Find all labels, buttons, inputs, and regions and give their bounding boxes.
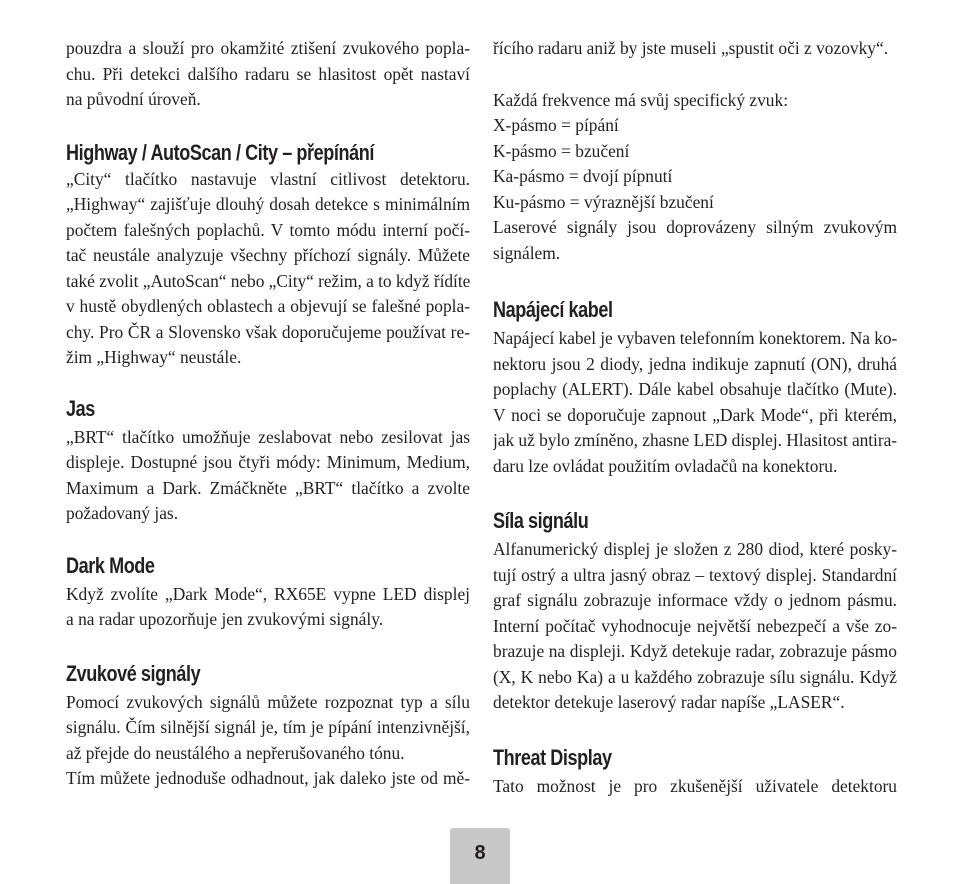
paragraph-line: jak už bylo zmíněno, zhasne LED displej. Hlasitost antira- [493, 430, 897, 450]
page-number: 8 [474, 842, 486, 864]
paragraph-line: detektor detekuje laserový radar napíše „LASER“. [493, 692, 845, 712]
paragraph-line: Maximum a Dark. Zmáčkněte „BRT“ tlačítko a zvolte [66, 477, 470, 498]
paragraph-line: (X, K nebo Ka) a u každého zobrazuje sílu signálu. Když [493, 666, 897, 687]
section-heading-sound-signals: Zvukové signály [66, 660, 201, 686]
paragraph-line: pouzdra a slouží pro okamžité ztišení zvukového popla- [66, 38, 470, 58]
paragraph-line: graf signálu zobrazuje informace vždy o jednom pásmu. [493, 590, 897, 610]
paragraph-line: Laserové signály jsou doprovázeny silným zvukovým [493, 217, 897, 237]
paragraph-line: „BRT“ tlačítko umožňuje zeslabovat nebo zesilovat jas [66, 426, 470, 447]
paragraph-line: řícího radaru aniž by jste museli „spustit oči z vozovky“. [493, 38, 889, 58]
paragraph-line: daru lze ovládat použitím ovladačů na konektoru. [493, 455, 838, 476]
paragraph-line: X-pásmo = pípání [493, 115, 619, 135]
paragraph-line: chu. Při detekci dalšího radaru se hlasitost opět nastaví [66, 63, 470, 84]
right-column [493, 36, 897, 799]
paragraph-line: signálem. [493, 242, 561, 263]
section-heading-threat-display: Threat Display [493, 744, 612, 770]
paragraph-line: K-pásmo = bzučení [493, 140, 630, 161]
paragraph-line: na původní úroveň. [66, 89, 201, 109]
paragraph-line: poplachy (ALERT). Dále kabel obsahuje tlačítko (Mute). [493, 379, 897, 399]
paragraph-line: „City“ tlačítko nastavuje vlastní citlivost detektoru. [66, 168, 470, 189]
paragraph-line: v hustě obydlených oblastech a objevují se falešné popla- [66, 296, 470, 316]
paragraph-line: „Highway“ zajišťuje dlouhý dosah detekce s minimálním [66, 194, 470, 214]
paragraph-line: Ku-pásmo = výraznější bzučení [493, 191, 714, 212]
page-number-tab [450, 828, 510, 884]
section-heading-power-cable: Napájecí kabel [493, 297, 613, 322]
paragraph-line: také zvolit „AutoScan“ nebo „City“ režim, a to když řídíte [66, 270, 470, 291]
paragraph-line: Alfanumerický displej je složen z 280 diod, které posky- [493, 539, 897, 559]
left-column [66, 36, 470, 792]
section-heading-jas: Jas [66, 395, 95, 421]
section-heading-dark-mode: Dark Mode [66, 552, 155, 578]
paragraph-line: Ka-pásmo = dvojí pípnutí [493, 166, 673, 186]
paragraph-line: Pomocí zvukových signálů můžete rozpoznat typ a sílu [66, 691, 470, 712]
paragraph-line: Tím můžete jednoduše odhadnout, jak daleko jste od mě- [66, 768, 470, 788]
paragraph-line: brazuje na displeji. Když detekuje radar, zobrazuje pásmo [493, 641, 897, 661]
section-heading-signal-strength: Síla signálu [493, 508, 589, 533]
paragraph-line: Interní počítač vyhodnocuje největší nebezpečí a vše zo- [493, 615, 897, 636]
paragraph-line: Napájecí kabel je vybaven telefonním konektorem. Na ko- [493, 328, 897, 348]
paragraph-line: požadovaný jas. [66, 503, 179, 523]
paragraph-line: Tato možnost je pro zkušenější uživatele detektoru [493, 775, 897, 796]
paragraph-line: Každá frekvence má svůj specifický zvuk: [493, 89, 789, 110]
section-heading-highway: Highway / AutoScan / City – přepínání [66, 139, 374, 165]
paragraph-line: V noci se doporučuje zapnout „Dark Mode“, při kterém, [493, 404, 897, 425]
paragraph-line: počtem falešných poplachů. V tomto módu interní počí- [66, 219, 470, 240]
paragraph-line: displeje. Dostupné jsou čtyři módy: Minimum, Medium, [66, 452, 470, 472]
paragraph-line: Když zvolíte „Dark Mode“, RX65E vypne LED displej [66, 583, 470, 604]
paragraph-line: tač neustále analyzuje všechny příchozí signály. Můžete [66, 245, 470, 265]
paragraph-line: tují ostrý a ultra jasný obraz – textový displej. Standardní [493, 564, 897, 585]
paragraph-line: a na radar upozorňuje jen zvukovými signály. [66, 609, 384, 629]
paragraph-line: nektoru jsou 2 diody, jedna indikuje zapnutí (ON), druhá [493, 353, 897, 374]
paragraph-line: chy. Pro ČR a Slovensko však doporučujeme používat re- [66, 321, 470, 342]
paragraph-line: žim „Highway“ neustále. [66, 347, 242, 367]
paragraph-line: až přejde do neustálého a nepřerušovaného tónu. [66, 742, 405, 763]
paragraph-line: signálu. Čím silnější signál je, tím je pípání intenzivnější, [66, 717, 470, 737]
